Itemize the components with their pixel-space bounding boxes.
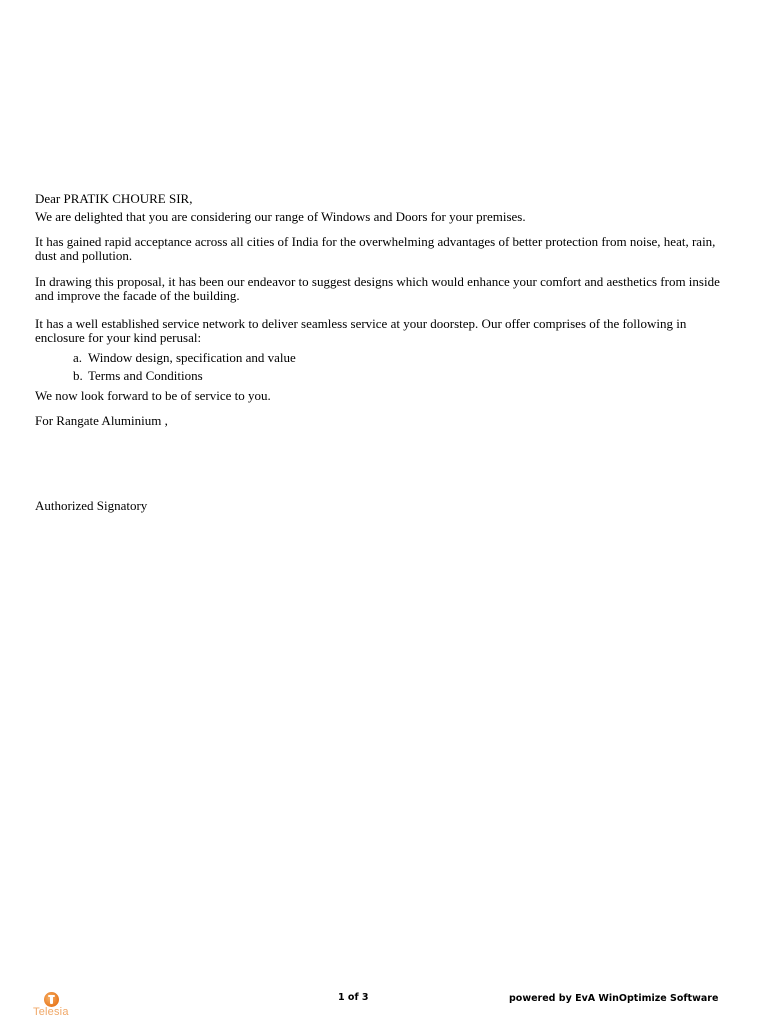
list-item-text: Window design, specification and value (88, 350, 296, 365)
list-item (73, 367, 737, 385)
letter-body (35, 192, 737, 513)
telesia-logo (33, 992, 73, 1020)
list-item (73, 349, 737, 367)
paragraph-acceptance: It has gained rapid acceptance across all cities of India for the overwhelming advantages of better protection from noise, heat, rain, dust and pollution. (35, 234, 716, 263)
signatory-label: Authorized Signatory (35, 498, 148, 513)
closing-line: We now look forward to be of service to you. (35, 388, 271, 403)
company-line: For Rangate Aluminium , (35, 413, 168, 428)
paragraph-service: It has a well established service network to deliver seamless service at your doorstep. Our offer comprises of the following in enclosure for your kind perusal: (35, 316, 687, 345)
paragraph-intro: We are delighted that you are considering our range of Windows and Doors for your premises. (35, 209, 526, 224)
paragraph-proposal: In drawing this proposal, it has been our endeavor to suggest designs which would enhance your comfort and aesthetics from inside and improve the facade of the building. (35, 274, 720, 303)
powered-by-label: powered by EvA WinOptimize Software (509, 993, 719, 1004)
list-marker: b. (73, 368, 83, 383)
telesia-logo-icon (44, 992, 59, 1007)
list-marker: a. (73, 350, 83, 365)
list-item-text: Terms and Conditions (88, 368, 203, 383)
logo-text: Telesia (33, 1006, 69, 1018)
page-number: 1 of 3 (338, 992, 369, 1003)
enclosure-list (35, 349, 737, 385)
salutation: Dear PRATIK CHOURE SIR, (35, 191, 193, 206)
